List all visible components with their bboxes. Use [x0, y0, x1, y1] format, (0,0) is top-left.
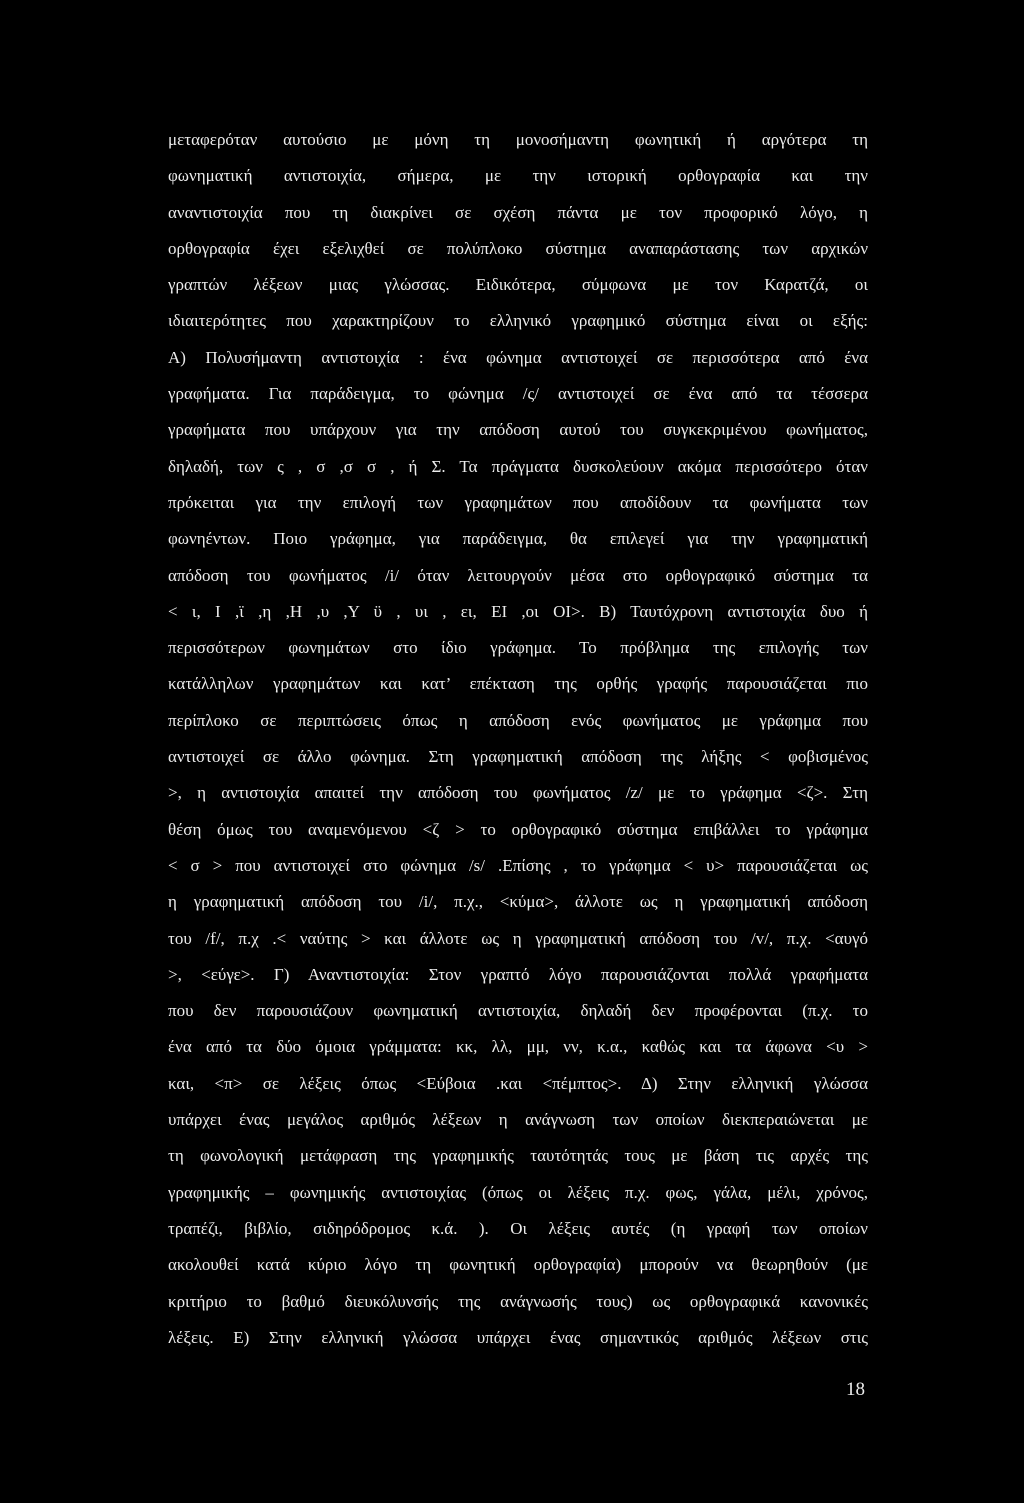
body-text — [168, 128, 868, 1362]
text-line: πρόκειται για την επιλογή των γραφημάτων που αποδίδουν τα φωνήματα των — [168, 492, 868, 512]
text-line: η γραφηματική απόδοση του /i/, π.χ., <κύμα>, άλλοτε ως η γραφηματική απόδοση — [168, 892, 868, 912]
text-line: περίπλοκο σε περιπτώσεις όπως η απόδοση ενός φωνήματος με γράφημα που — [168, 710, 868, 730]
text-line: >, <εύγε>. Γ) Αναντιστοιχία: Στον γραπτό λόγο παρουσιάζονται πολλά γραφήματα — [168, 964, 868, 984]
text-line: του /f/, π.χ .< ναύτης > και άλλοτε ως η γραφηματική απόδοση του /v/, π.χ. <αυγό — [168, 928, 868, 948]
text-line: >, η αντιστοιχία απαιτεί την απόδοση του φωνήματος /z/ με το γράφημα <ζ>. Στη — [168, 783, 868, 803]
text-line: τραπέζι, βιβλίο, σιδηρόδρομος κ.ά. ). Οι λέξεις αυτές (η γραφή των οποίων — [168, 1218, 868, 1238]
text-line: περισσότερων φωνημάτων στο ίδιο γράφημα. Το πρόβλημα της επιλογής των — [168, 638, 868, 658]
text-line: αντιστοιχεί σε άλλο φώνημα. Στη γραφηματική απόδοση της λήξης < φοβισμένος — [168, 747, 868, 767]
text-line: και, <π> σε λέξεις όπως <Εύβοια .και <πέμπτος>. Δ) Στην ελληνική γλώσσα — [168, 1073, 868, 1093]
text-line: γραφημικής – φωνημικής αντιστοιχίας (όπως οι λέξεις π.χ. φως, γάλα, μέλι, χρόνος, — [168, 1182, 868, 1202]
page-number: 18 — [846, 1379, 865, 1400]
text-line: αναντιστοιχία που τη διακρίνει σε σχέση πάντα με τον προφορικό λόγο, η — [168, 202, 868, 222]
text-line: λέξεις. Ε) Στην ελληνική γλώσσα υπάρχει ένας σημαντικός αριθμός λέξεων στις — [168, 1327, 868, 1347]
text-line: απόδοση του φωνήματος /i/ όταν λειτουργούν μέσα στο ορθογραφικό σύστημα τα — [168, 565, 868, 585]
text-line: ιδιαιτερότητες που χαρακτηρίζουν το ελληνικό γραφημικό σύστημα είναι οι εξής: — [168, 311, 868, 331]
text-line: φωνηέντων. Ποιο γράφημα, για παράδειγμα, θα επιλεγεί για την γραφηματική — [168, 529, 868, 549]
text-line: θέση όμως του αναμενόμενου <ζ > το ορθογραφικό σύστημα επιβάλλει το γράφημα — [168, 819, 868, 839]
text-line: φωνηματική αντιστοιχία, σήμερα, με την ιστορική ορθογραφία και την — [168, 166, 868, 186]
text-line: < σ > που αντιστοιχεί στο φώνημα /s/ .Επίσης , το γράφημα < υ> παρουσιάζεται ως — [168, 855, 868, 875]
text-line: κατάλληλων γραφημάτων και κατ’ επέκταση της ορθής γραφής παρουσιάζεται πιο — [168, 674, 868, 694]
text-line: < ι, Ι ,ϊ ,η ,Η ,υ ,Υ ϋ , υι , ει, ΕΙ ,οι ΟΙ>. Β) Ταυτόχρονη αντιστοιχία δυο ή — [168, 601, 868, 621]
text-line: Α) Πολυσήμαντη αντιστοιχία : ένα φώνημα αντιστοιχεί σε περισσότερα από ένα — [168, 347, 868, 367]
text-line: δηλαδή, των ς , σ ,σ σ , ή Σ. Τα πράγματα δυσκολεύουν ακόμα περισσότερο όταν — [168, 456, 868, 476]
text-line: γραφήματα που υπάρχουν για την απόδοση αυτού του συγκεκριμένου φωνήματος, — [168, 420, 868, 440]
text-line: τη φωνολογική μετάφραση της γραφημικής ταυτότητάς τους με βάση τις αρχές της — [168, 1146, 868, 1166]
text-line: που δεν παρουσιάζουν φωνηματική αντιστοιχία, δηλαδή δεν προφέρονται (π.χ. το — [168, 1001, 868, 1021]
text-line: ένα από τα δύο όμοια γράμματα: κκ, λλ, μμ, νν, κ.α., καθώς και τα άφωνα <υ > — [168, 1037, 868, 1057]
text-line: γραπτών λέξεων μιας γλώσσας. Ειδικότερα, σύμφωνα με τον Καρατζά, οι — [168, 275, 868, 295]
text-line: ορθογραφία έχει εξελιχθεί σε πολύπλοκο σύστημα αναπαράστασης των αρχικών — [168, 238, 868, 258]
text-line: υπάρχει ένας μεγάλος αριθμός λέξεων η ανάγνωση των οποίων διεκπεραιώνεται με — [168, 1110, 868, 1130]
text-line: κριτήριο το βαθμό διευκόλυνσής της ανάγνωσής τους) ως ορθογραφικά κανονικές — [168, 1291, 868, 1311]
text-line: γραφήματα. Για παράδειγμα, το φώνημα /ς/ αντιστοιχεί σε ένα από τα τέσσερα — [168, 384, 868, 404]
text-line: ακολουθεί κατά κύριο λόγο τη φωνητική ορθογραφία) μπορούν να θεωρηθούν (με — [168, 1255, 868, 1275]
text-line: μεταφερόταν αυτούσιο με μόνη τη μονοσήμαντη φωνητική ή αργότερα τη — [168, 130, 868, 149]
